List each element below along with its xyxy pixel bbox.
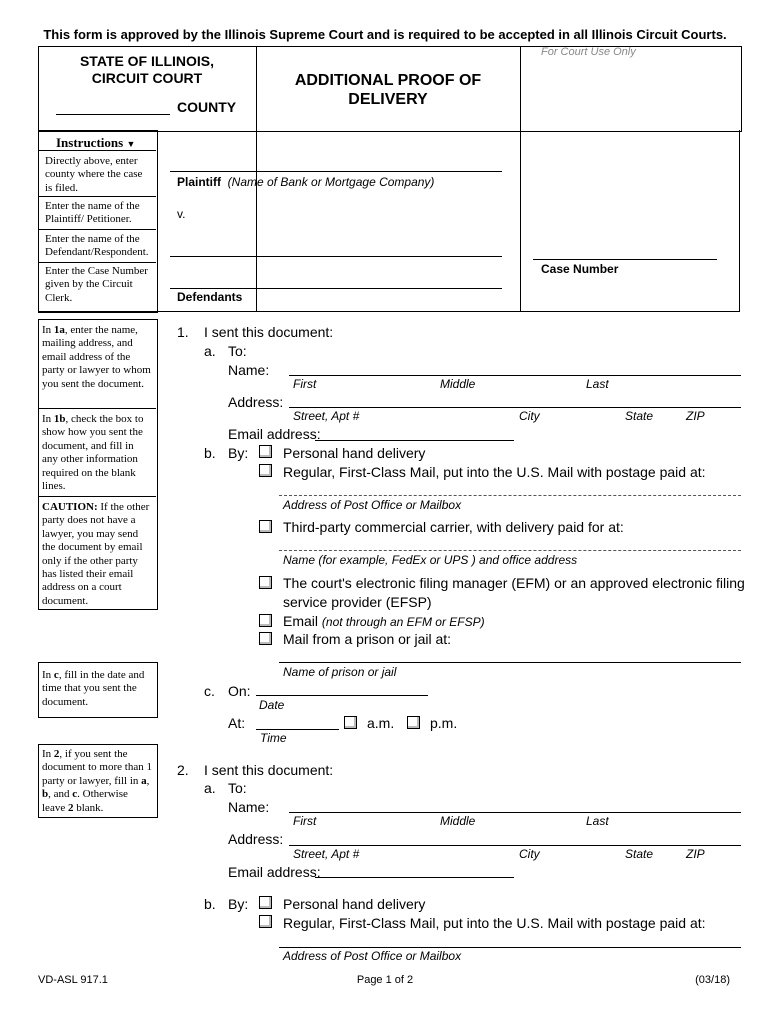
instructions-heading: Instructions ▼ bbox=[56, 135, 136, 150]
section2-option-personal: Personal hand delivery bbox=[283, 896, 426, 912]
approval-notice: This form is approved by the Illinois Supreme Court and is required to be accepted in all Illinois Circuit Courts. bbox=[43, 27, 727, 42]
instruction-county: Directly above, enter county where the case is filed. bbox=[45, 155, 143, 194]
middle-name-hint: Middle bbox=[440, 377, 476, 391]
checkbox-email[interactable] bbox=[259, 614, 272, 627]
section2-email-label: Email address: bbox=[228, 864, 321, 880]
defendants-label: Defendants bbox=[177, 290, 243, 304]
section2-post-office-hint: Address of Post Office or Mailbox bbox=[283, 949, 462, 963]
note-2: In 2, if you sent the document to more than 1 party or lawyer, fill in a, b, and c. Otherwise leave 2 blank. bbox=[42, 748, 152, 814]
option-personal-delivery: Personal hand delivery bbox=[283, 445, 426, 461]
last-name-hint: Last bbox=[586, 377, 609, 391]
form-title-line2: DELIVERY bbox=[348, 91, 428, 108]
plaintiff-label: Plaintiff (Name of Bank or Mortgage Company) bbox=[177, 175, 435, 189]
checkbox-first-class-mail[interactable] bbox=[259, 464, 272, 477]
court-label: CIRCUIT COURT bbox=[91, 70, 203, 86]
note-1a: In 1a, enter the name, mailing address, and email address of the party or lawyer to whom you sent the document. bbox=[42, 324, 151, 390]
section2-email-input[interactable] bbox=[315, 877, 514, 878]
section1-c: c. bbox=[204, 683, 215, 699]
defendant-input-line-2[interactable] bbox=[170, 288, 502, 289]
versus-label: v. bbox=[177, 207, 186, 221]
option-prison-mail: Mail from a prison or jail at: bbox=[283, 631, 452, 647]
section1-b: b. bbox=[204, 445, 216, 461]
defendant-input-line[interactable] bbox=[170, 256, 502, 257]
court-use-label: For Court Use Only bbox=[541, 46, 636, 58]
section2-heading: I sent this document: bbox=[204, 762, 334, 778]
section2-name-input[interactable] bbox=[289, 812, 741, 813]
section2-address-input[interactable] bbox=[289, 845, 741, 846]
checkbox-commercial-carrier[interactable] bbox=[259, 520, 272, 533]
prison-hint: Name of prison or jail bbox=[283, 665, 397, 679]
time-hint: Time bbox=[260, 731, 287, 745]
section2-checkbox-mail[interactable] bbox=[259, 915, 272, 928]
revision-date: (03/18) bbox=[695, 974, 730, 986]
checkbox-efm[interactable] bbox=[259, 576, 272, 589]
section1-on: On: bbox=[228, 683, 251, 699]
date-hint: Date bbox=[259, 698, 285, 712]
form-id: VD-ASL 917.1 bbox=[38, 974, 108, 986]
section1-email-label: Email address: bbox=[228, 426, 321, 442]
section2-zip-hint: ZIP bbox=[686, 847, 705, 861]
section2-street-hint: Street, Apt # bbox=[293, 847, 360, 861]
option-email: Email (not through an EFM or EFSP) bbox=[283, 613, 485, 629]
triangle-down-icon: ▼ bbox=[126, 139, 136, 149]
section1-email-input[interactable] bbox=[315, 440, 514, 441]
county-label: COUNTY bbox=[177, 99, 237, 115]
section2-to: To: bbox=[228, 780, 247, 796]
case-number-label: Case Number bbox=[541, 262, 619, 276]
zip-hint: ZIP bbox=[686, 409, 705, 423]
section2-middle-hint: Middle bbox=[440, 814, 476, 828]
option-efm-line1: The court's electronic filing manager (EFM) or an approved electronic filing bbox=[283, 575, 745, 591]
section1-address-input[interactable] bbox=[289, 407, 741, 408]
prison-input[interactable] bbox=[279, 662, 741, 663]
section1-number: 1. bbox=[177, 324, 189, 340]
note-1b: In 1b, check the box to show how you sent the document, and fill in any other information required on the blank lines. bbox=[42, 413, 144, 493]
am-label: a.m. bbox=[367, 715, 395, 731]
checkbox-personal-delivery[interactable] bbox=[259, 445, 272, 458]
section1-to: To: bbox=[228, 343, 247, 359]
section1-address-label: Address: bbox=[228, 394, 284, 410]
section1-a: a. bbox=[204, 343, 216, 359]
option-efm-line2: service provider (EFSP) bbox=[283, 594, 432, 610]
section1-name-input[interactable] bbox=[289, 375, 741, 376]
carrier-input[interactable] bbox=[279, 550, 741, 551]
section1-heading: I sent this document: bbox=[204, 324, 334, 340]
note-c: In c, fill in the date and time that you sent the document. bbox=[42, 669, 145, 708]
checkbox-am[interactable] bbox=[344, 716, 357, 729]
section2-by: By: bbox=[228, 896, 249, 912]
form-title-line1: ADDITIONAL PROOF OF bbox=[294, 72, 482, 89]
plaintiff-input-line[interactable] bbox=[170, 171, 502, 172]
option-commercial-carrier: Third-party commercial carrier, with delivery paid for at: bbox=[283, 519, 624, 535]
section2-a: a. bbox=[204, 780, 216, 796]
pm-label: p.m. bbox=[430, 715, 458, 731]
instruction-defendant: Enter the name of the Defendant/Respondent. bbox=[45, 233, 149, 259]
carrier-hint: Name (for example, FedEx or UPS ) and office address bbox=[283, 553, 578, 567]
section2-last-hint: Last bbox=[586, 814, 609, 828]
section2-checkbox-personal[interactable] bbox=[259, 896, 272, 909]
section2-option-mail: Regular, First-Class Mail, put into the U.S. Mail with postage paid at: bbox=[283, 915, 706, 931]
first-name-hint: First bbox=[293, 377, 317, 391]
instruction-case-number: Enter the Case Number given by the Circuit Clerk. bbox=[45, 265, 148, 304]
section1-by: By: bbox=[228, 445, 249, 461]
case-number-input-line[interactable] bbox=[533, 259, 717, 260]
section2-first-hint: First bbox=[293, 814, 317, 828]
section2-b: b. bbox=[204, 896, 216, 912]
checkbox-pm[interactable] bbox=[407, 716, 420, 729]
section1-at: At: bbox=[228, 715, 246, 731]
state-label: STATE OF ILLINOIS, bbox=[79, 53, 215, 69]
county-input-line[interactable] bbox=[56, 114, 170, 115]
city-hint: City bbox=[519, 409, 540, 423]
section2-address-label: Address: bbox=[228, 831, 284, 847]
post-office-hint: Address of Post Office or Mailbox bbox=[283, 498, 462, 512]
note-caution: CAUTION: If the other party does not have a lawyer, you may send the document by email only if the other party has listed their email address on a court document. bbox=[42, 501, 150, 607]
post-office-input[interactable] bbox=[279, 495, 741, 496]
state-hint: State bbox=[625, 409, 654, 423]
date-input[interactable] bbox=[256, 695, 428, 696]
section2-name-label: Name: bbox=[228, 799, 270, 815]
street-hint: Street, Apt # bbox=[293, 409, 360, 423]
page-number: Page 1 of 2 bbox=[356, 974, 414, 986]
option-first-class-mail: Regular, First-Class Mail, put into the U.S. Mail with postage paid at: bbox=[283, 464, 706, 480]
time-input[interactable] bbox=[256, 729, 339, 730]
section2-city-hint: City bbox=[519, 847, 540, 861]
instruction-plaintiff: Enter the name of the Plaintiff/ Petitioner. bbox=[45, 200, 140, 226]
section1-name-label: Name: bbox=[228, 362, 270, 378]
checkbox-prison-mail[interactable] bbox=[259, 632, 272, 645]
section2-state-hint: State bbox=[625, 847, 654, 861]
section2-number: 2. bbox=[177, 762, 189, 778]
section2-post-office-input[interactable] bbox=[279, 947, 741, 948]
